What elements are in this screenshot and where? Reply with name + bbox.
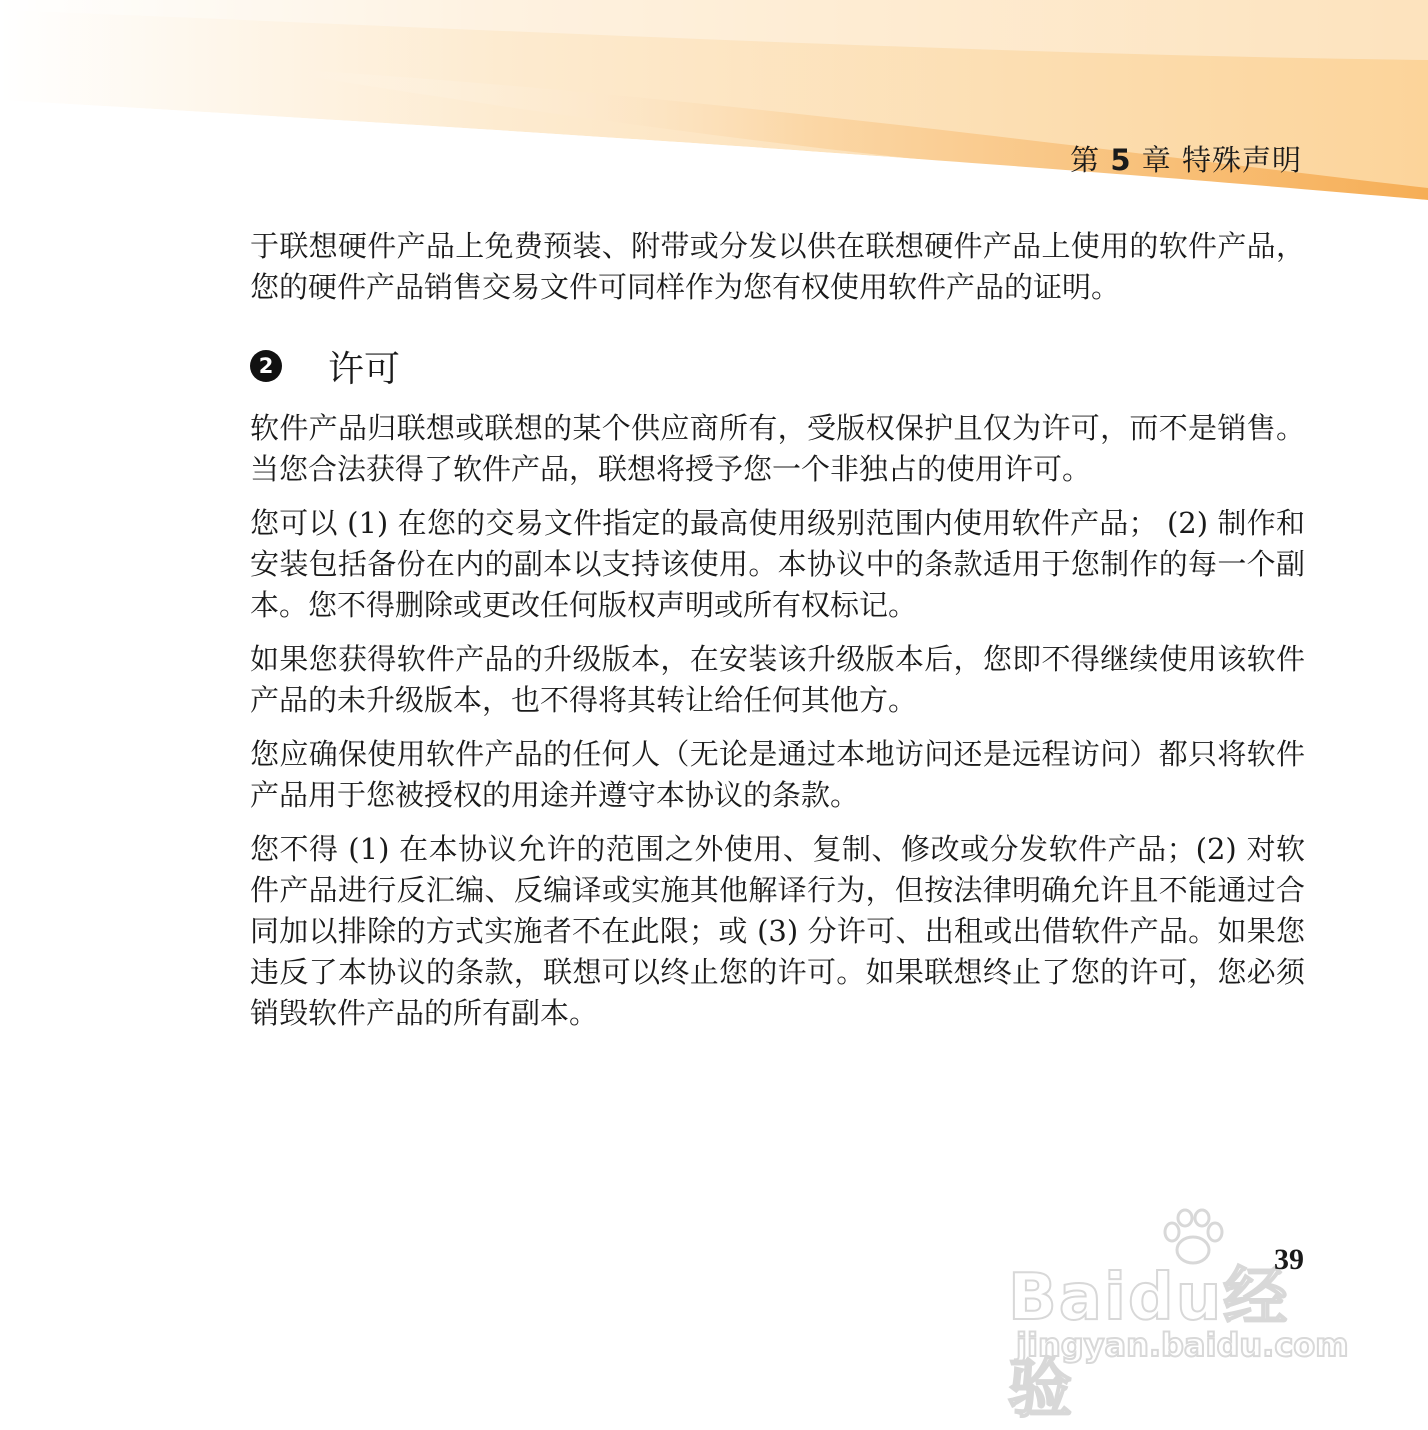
chapter-prefix: 第 — [1070, 143, 1101, 177]
paragraph: 您不得 (1) 在本协议允许的范围之外使用、复制、修改或分发软件产品；(2) 对软件产品进行反汇编、反编译或实施其他解译行为，但按法律明确允许且不能通过合同加以排除的方式实施者不在此限；或 (3) 分许可、出租或出借软件产品。如果您违反了本协议的条款，联想可以终止您的许可。如果联想终止了您的许可，您必须销毁软件产品的所有副本。 — [250, 832, 1305, 1030]
intro-paragraph: 于联想硬件产品上免费预装、附带或分发以供在联想硬件产品上使用的软件产品，您的硬件产品销售交易文件可同样作为您有权使用软件产品的证明。 — [250, 229, 1305, 304]
chapter-number: 5 — [1110, 143, 1132, 177]
section-heading — [250, 344, 1305, 388]
page-content — [250, 226, 1305, 1047]
paragraph: 您可以 (1) 在您的交易文件指定的最高使用级别范围内使用软件产品； (2) 制作和安装包括备份在内的副本以支持该使用。本协议中的条款适用于您制作的每一个副本。您不得删除或更改任何版权声明或所有权标记。 — [250, 506, 1305, 622]
watermark-brand: Baidu经验 — [1008, 1261, 1290, 1427]
paragraph: 您应确保使用软件产品的任何人（无论是通过本地访问还是远程访问）都只将软件产品用于您被授权的用途并遵守本协议的条款。 — [250, 737, 1305, 812]
watermark-url: jingyan.baidu.com — [1016, 1326, 1349, 1364]
paragraph: 软件产品归联想或联想的某个供应商所有，受版权保护且仅为许可，而不是销售。当您合法获得了软件产品，联想将授予您一个非独占的使用许可。 — [250, 411, 1305, 486]
circled-number-icon: 2 — [250, 350, 282, 382]
page-number: 39 — [1274, 1243, 1304, 1276]
chapter-title — [1070, 138, 1302, 179]
paragraph: 如果您获得软件产品的升级版本，在安装该升级版本后，您即不得继续使用该软件产品的未升级版本，也不得将其转让给任何其他方。 — [250, 642, 1305, 717]
chapter-suffix: 章 特殊声明 — [1141, 143, 1302, 177]
baidu-watermark — [1008, 1208, 1349, 1427]
section-title: 许可 — [328, 348, 401, 390]
header-banner — [0, 0, 1428, 215]
